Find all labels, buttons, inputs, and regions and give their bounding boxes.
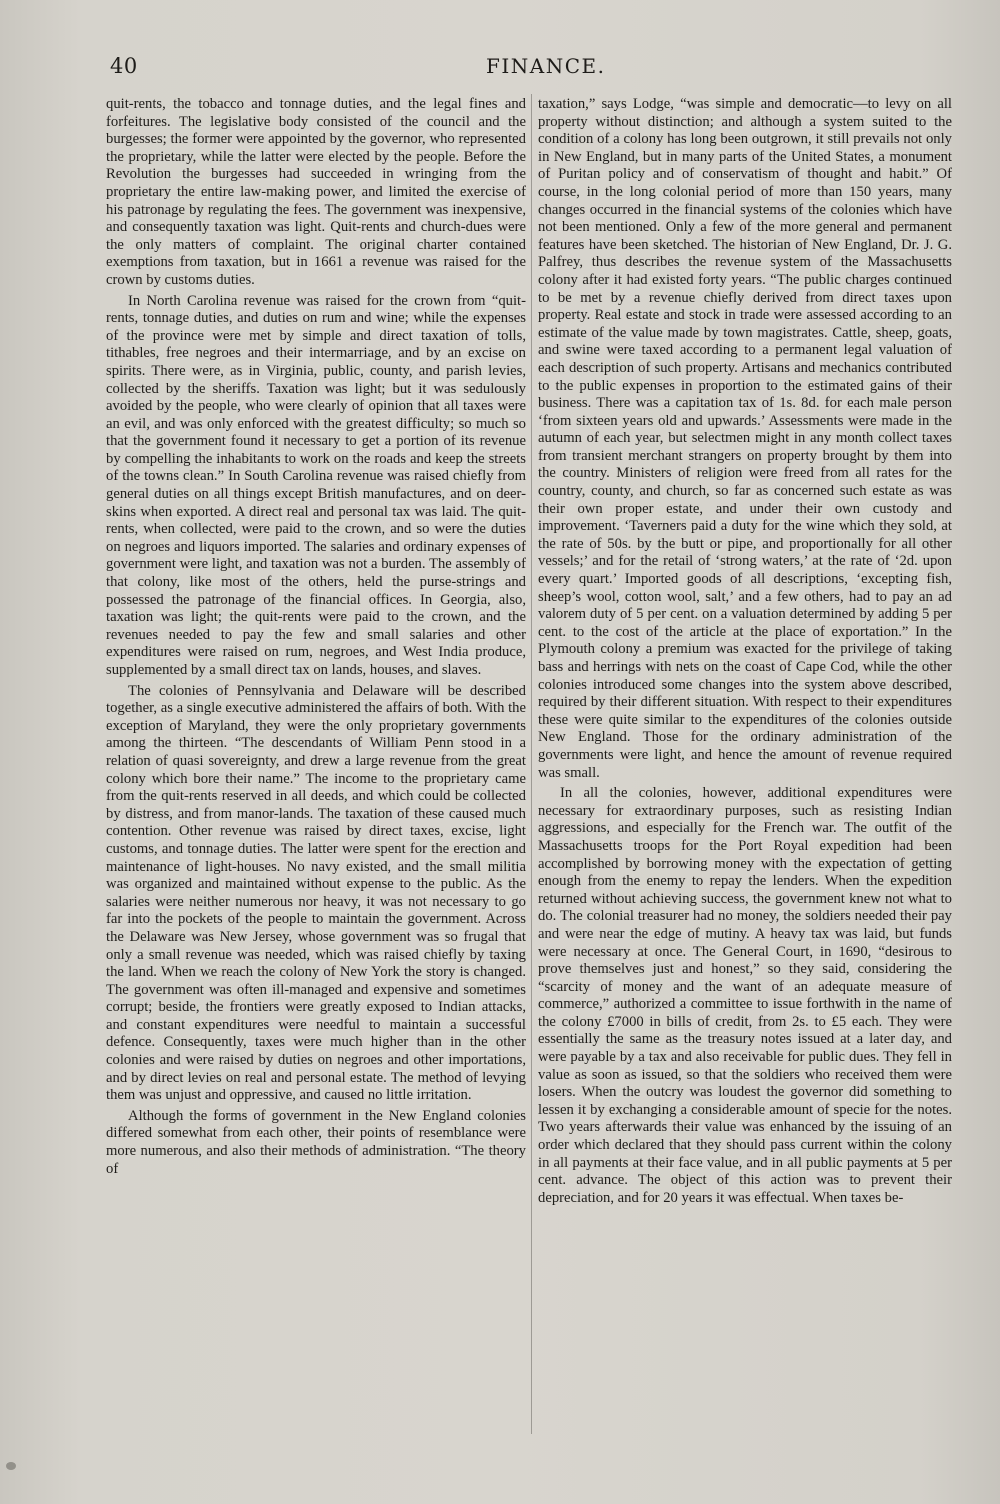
paragraph: Although the forms of government in the New England colonies differed somewhat from each other, their points of resemblance were more numerous, and also their methods of administration. “The theory of <box>106 1107 526 1177</box>
running-head: FINANCE. <box>486 54 606 78</box>
left-column <box>106 96 526 1178</box>
page-header <box>110 54 960 84</box>
paragraph: The colonies of Pennsylvania and Delaware will be described together, as a single executive administered the affairs of both. With the exception of Maryland, they were the only proprietary governments among the thirteen. “The descendants of William Penn stood in a relation of quasi sovereignty, and drew a large revenue from the great colony which bore their name.” The income to the proprietary came from the quit-rents reserved in all deeds, and which could be collected by distress, and from manor-lands. The taxation of these caused much contention. Other revenue was raised by direct taxes, excise, light customs, and tonnage duties. The latter were spent for the erection and maintenance of light-houses. No navy existed, and the small militia was organized and maintained without expense to the public. As the salaries were neither numerous nor heavy, it was not necessary to go far into the pockets of the people to maintain the government. Across the Delaware was New Jersey, whose government was so frugal that only a small revenue was needed, which was raised chiefly by taxing the land. When we reach the colony of New York the story is changed. The government was often ill-managed and expensive and sometimes corrupt; beside, the frontiers were greatly exposed to Indian attacks, and constant expenditures were needful to maintain a successful defence. Consequently, taxes were much higher than in the other colonies and were raised by duties on negroes and other importations, and by direct levies on real and personal estate. The method of levying them was unjust and oppressive, and caused no little irritation. <box>106 682 526 1104</box>
right-column <box>538 96 952 1207</box>
paragraph: taxation,” says Lodge, “was simple and democratic—to levy on all property without distinction; and although a system suited to the condition of a colony has long been outgrown, it still prevails not only in New England, but in many parts of the United States, a monument of Puritan policy and of conservatism of thought and habit.” Of course, in the long colonial period of more than 150 years, many changes occurred in the financial systems of the colonies which have not been mentioned. Only a few of the more general and permanent features have been sketched. The historian of New England, Dr. J. G. Palfrey, thus describes the revenue system of the Massachusetts colony after it had existed forty years. “The public charges continued to be met by a revenue chiefly derived from direct taxes upon property. Real estate and stock in trade were assessed according to an estimate of the value made by town magistrates. Cattle, sheep, goats, and swine were taxed according to a permanent legal valuation of each description of such property. Artisans and mechanics contributed to the public expenses in proportion to the estimated gains of their business. There was a capitation tax of 1s. 8d. for each male person ‘from sixteen years old and upwards.’ Assessments were made in the autumn of each year, but selectmen might in any month collect taxes from transient merchant strangers on property brought by them into the country. Ministers of religion were freed from all rates for the country, county, and church, so far as concerned such estate as was their own proper estate, and under their own custody and improvement. ‘Taverners paid a duty for the wine which they sold, at the rate of 50s. by the butt or pipe, and proportionally for all other vessels;’ and for the retail of ‘strong waters,’ at the rate of ‘2d. upon every quart.’ Imported goods of all descriptions, ‘excepting fish, sheep’s wool, cotton wool, salt,’ and a few others, had to pay an ad valorem duty of 5 per cent. on a valuation determined by adding 5 per cent. to the cost of the article at the place of exportation.” In the Plymouth colony a premium was exacted for the privilege of taking bass and herrings with nets on the coast of Cape Cod, while the other colonies introduced some changes into the system above described, required by their different situation. With respect to their expenditures these were quite similar to the expenditures of the colonies outside New England. Those for the ordinary administration of the governments were light, and hence the amount of revenue required was small. <box>538 96 952 781</box>
paragraph: In all the colonies, however, additional expenditures were necessary for extraordinary purposes, such as resisting Indian aggressions, and especially for the French war. The outfit of the Massachusetts troops for the Port Royal expedition had been accomplished by borrowing money with the expectation of getting enough from the enemy to repay the lenders. When the expedition returned without achieving success, the government knew not what to do. The colonial treasurer had no money, the soldiers needed their pay and were near the edge of mutiny. A heavy tax was laid, but funds were necessary at once. The General Court, in 1690, “desirous to prove themselves just and honest,” so they said, considering the “scarcity of money and the want of an adequate measure of commerce,” authorized a committee to issue forthwith in the name of the colony £7000 in bills of credit, from 2s. to £5 each. They were essentially the same as the treasury notes issued at a later day, and were payable by a tax and also receivable for public dues. They fell in value as soon as issued, so that the soldiers who received them were losers. When the outcry was loudest the governor did something to lessen it by exchanging a considerable amount of specie for the notes. Two years afterwards their value was enhanced by the issuing of an order which declared that they should pass current within the colony in all payments at their face value, and in all public payments at 5 per cent. advance. The object of this action was to prevent their depreciation, and for 20 years it was effectual. When taxes be- <box>538 785 952 1206</box>
column-divider <box>531 94 532 1434</box>
paragraph: quit-rents, the tobacco and tonnage duties, and the legal fines and forfeitures. The legislative body consisted of the council and the burgesses; the former were appointed by the governor, who represented the proprietary, while the latter were elected by the people. Before the Revolution the burgesses had succeeded in wringing from the proprietary the entire law-making power, and limited the exercise of his patronage by regulating the fees. The government was inexpensive, and consequently taxation was light. Quit-rents and church-dues were the only matters of complaint. The original charter contained exemptions from taxation, but in 1661 a revenue was raised for the crown by customs duties. <box>106 96 526 288</box>
page-number: 40 <box>110 54 138 78</box>
ink-smudge <box>6 1462 16 1470</box>
paragraph: In North Carolina revenue was raised for the crown from “quit-rents, tonnage duties, and duties on rum and wine; while the expenses of the province were met by simple and direct taxation of tolls, tithables, free negroes and their intermarriage, and by an excise on spirits. There were, as in Virginia, public, county, and parish levies, collected by the sheriffs. Taxation was light; but it was sedulously avoided by the people, who were clearly of opinion that all taxes were an evil, and was only enforced with the greatest difficulty; so much so that the government found it necessary to get a portion of its revenue by compelling the inhabitants to work on the roads and keep the streets of the towns clean.” In South Carolina revenue was raised chiefly from general duties on all things except British manufactures, and on deer-skins when exported. A direct real and personal tax was laid. The quit-rents, when collected, were paid to the crown, and so were the duties on negroes and liquors imported. The salaries and ordinary expenses of government were light, and taxation was not a burden. The assembly of that colony, like most of the others, held the purse-strings and possessed the patronage of the financial offices. In Georgia, also, taxation was light; the quit-rents were paid to the crown, and the revenues needed to pay the few and small salaries and other expenditures were raised on rum, negroes, and West India produce, supplemented by a small direct tax on lands, houses, and slaves. <box>106 292 526 678</box>
